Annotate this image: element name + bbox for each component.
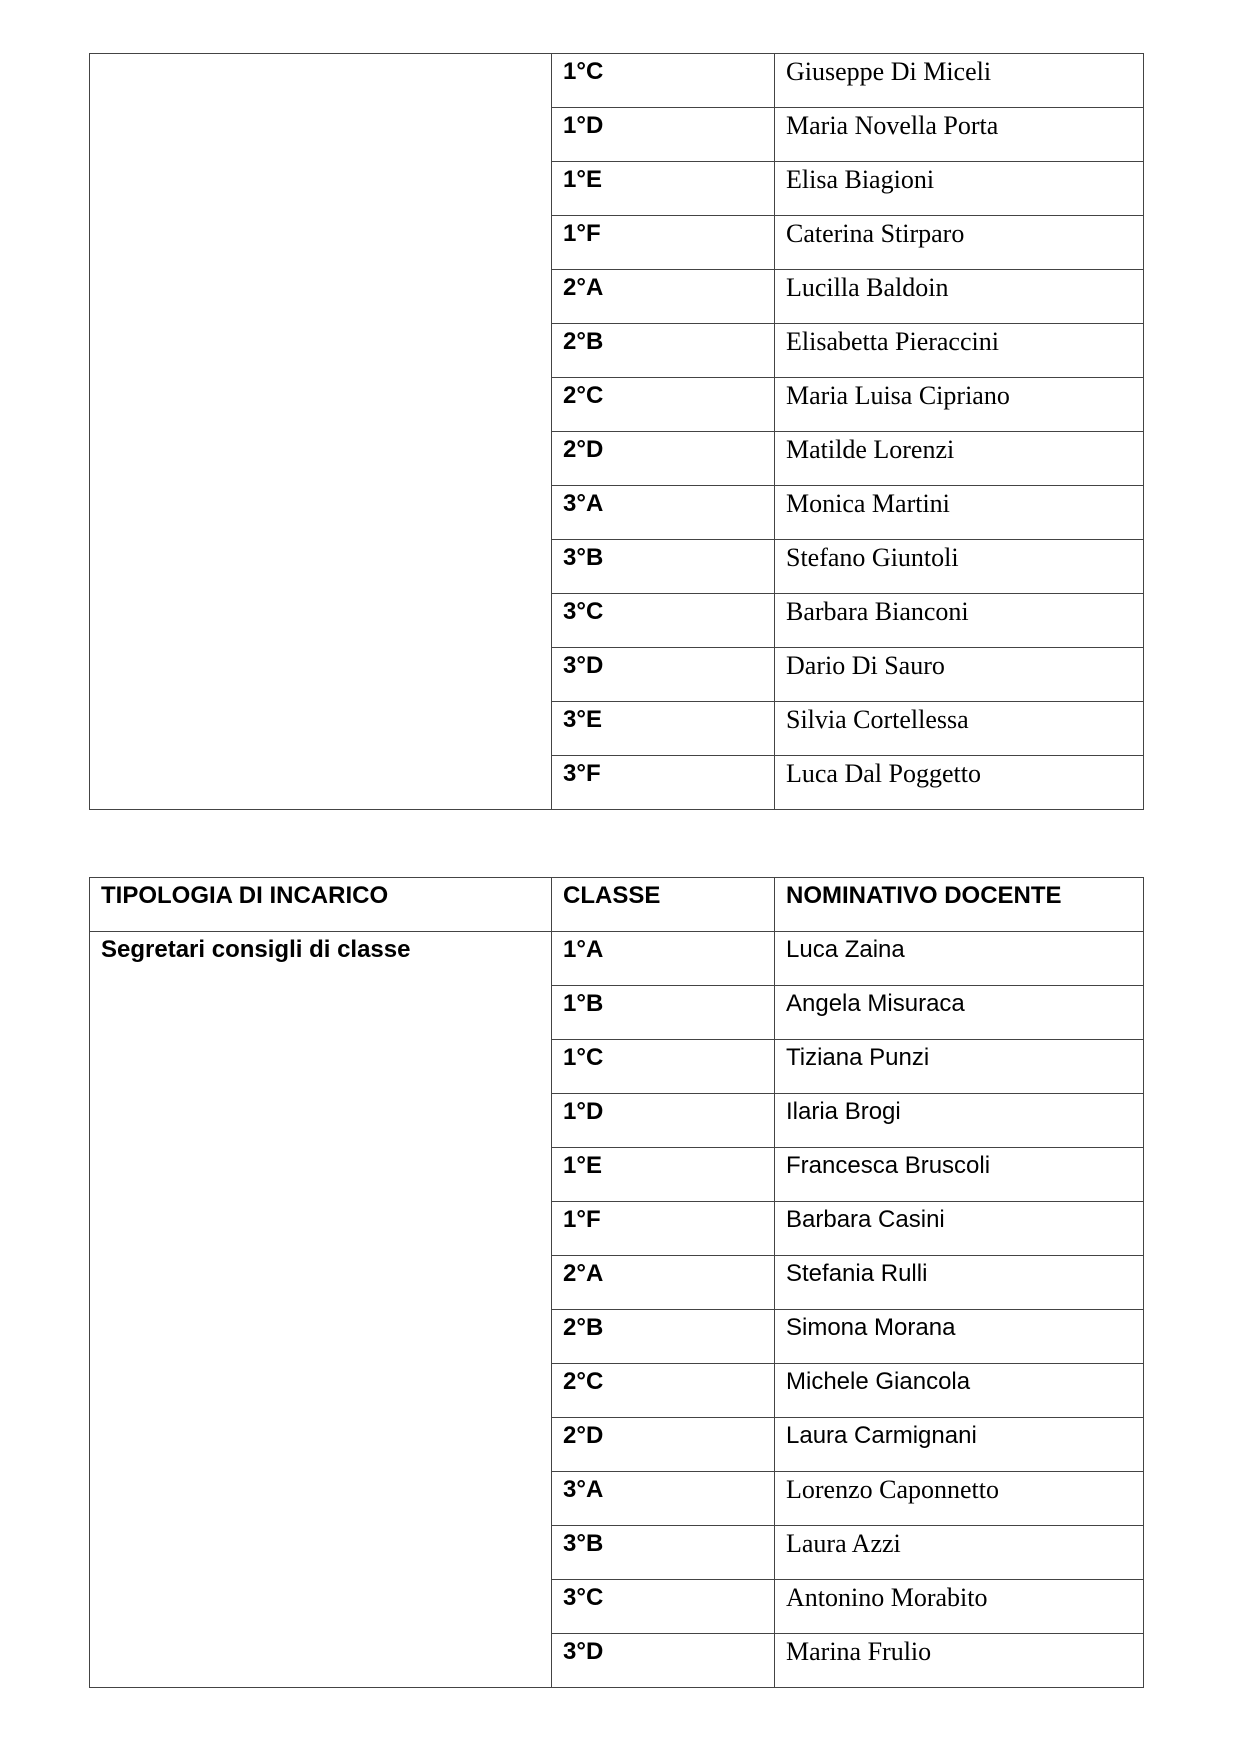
docente-name-cell xyxy=(775,702,1144,756)
classe-label: 2°B xyxy=(563,328,604,355)
docente-name-cell xyxy=(775,270,1144,324)
table-segretari xyxy=(89,877,1144,1688)
classe-label: 3°F xyxy=(563,760,601,787)
classe-label: 2°D xyxy=(563,1422,604,1449)
docente-name: Marina Frulio xyxy=(786,1637,932,1666)
classe-label: 3°C xyxy=(563,598,604,625)
classe-label: 1°F xyxy=(563,220,601,247)
docente-name-cell xyxy=(775,540,1144,594)
classe-label-cell xyxy=(552,1256,775,1310)
classe-label: 1°A xyxy=(563,936,604,963)
docente-name: Stefano Giuntoli xyxy=(786,543,959,572)
classe-label-cell xyxy=(552,648,775,702)
classe-label-cell xyxy=(552,162,775,216)
docente-name: Giuseppe Di Miceli xyxy=(786,57,992,86)
docente-name-cell xyxy=(775,1040,1144,1094)
classe-label: 3°D xyxy=(563,1638,604,1665)
classe-label-cell xyxy=(552,1526,775,1580)
docente-name-cell xyxy=(775,54,1144,108)
docente-name-cell xyxy=(775,162,1144,216)
classe-label: 1°F xyxy=(563,1206,601,1233)
classe-label-cell xyxy=(552,932,775,986)
table-row xyxy=(90,932,1144,986)
classe-label-cell xyxy=(552,324,775,378)
classe-label-cell xyxy=(552,108,775,162)
classe-label-cell xyxy=(552,540,775,594)
docente-name: Silvia Cortellessa xyxy=(786,705,969,734)
classe-label: 2°C xyxy=(563,382,604,409)
docente-name: Monica Martini xyxy=(786,489,950,518)
docente-name: Barbara Bianconi xyxy=(786,597,969,626)
classe-label: 3°A xyxy=(563,490,604,517)
classe-label-cell xyxy=(552,1310,775,1364)
docente-name: Laura Azzi xyxy=(786,1529,901,1558)
classe-label: 1°D xyxy=(563,112,604,139)
tipologia-cell xyxy=(90,932,552,1688)
docente-name: Matilde Lorenzi xyxy=(786,435,955,464)
docente-name: Caterina Stirparo xyxy=(786,219,965,248)
header-tipologia: TIPOLOGIA DI INCARICO xyxy=(101,882,389,909)
classe-label-cell xyxy=(552,1634,775,1688)
docente-name: Francesca Bruscoli xyxy=(786,1152,991,1179)
docente-name-cell xyxy=(775,1634,1144,1688)
classe-label: 1°C xyxy=(563,1044,604,1071)
docente-name-cell xyxy=(775,648,1144,702)
docente-name: Maria Novella Porta xyxy=(786,111,999,140)
docente-name: Tiziana Punzi xyxy=(786,1044,930,1071)
docente-name: Angela Misuraca xyxy=(786,990,965,1017)
header-cell-docente xyxy=(775,878,1144,932)
table-segretari-body xyxy=(90,878,1144,1688)
table-row xyxy=(90,54,1144,108)
classe-label-cell xyxy=(552,1094,775,1148)
classe-label: 1°E xyxy=(563,166,602,193)
header-cell-tipologia xyxy=(90,878,552,932)
classe-label-cell xyxy=(552,986,775,1040)
classe-label-cell xyxy=(552,1040,775,1094)
docente-name-cell xyxy=(775,1256,1144,1310)
docente-name-cell xyxy=(775,378,1144,432)
docente-name-cell xyxy=(775,216,1144,270)
classe-label: 3°B xyxy=(563,1530,604,1557)
classe-label-cell xyxy=(552,270,775,324)
docente-name: Simona Morana xyxy=(786,1314,956,1341)
docente-name-cell xyxy=(775,756,1144,810)
classe-label-cell xyxy=(552,378,775,432)
docente-name-cell xyxy=(775,1472,1144,1526)
classe-label: 1°D xyxy=(563,1098,604,1125)
classe-label-cell xyxy=(552,432,775,486)
classe-label-cell xyxy=(552,1148,775,1202)
classe-label: 1°E xyxy=(563,1152,602,1179)
docente-name-cell xyxy=(775,594,1144,648)
tipologia-value: Segretari consigli di classe xyxy=(101,936,411,963)
classe-label-cell xyxy=(552,54,775,108)
classe-label: 3°B xyxy=(563,544,604,571)
table-continuation xyxy=(89,53,1144,810)
docente-name-cell xyxy=(775,1148,1144,1202)
classe-label-cell xyxy=(552,756,775,810)
table-header-row xyxy=(90,878,1144,932)
classe-label-cell xyxy=(552,1418,775,1472)
classe-label-cell xyxy=(552,1472,775,1526)
docente-name: Laura Carmignani xyxy=(786,1422,977,1449)
docente-name: Michele Giancola xyxy=(786,1368,971,1395)
tipologia-cell-empty xyxy=(90,54,552,810)
classe-label-cell xyxy=(552,1202,775,1256)
docente-name: Lucilla Baldoin xyxy=(786,273,949,302)
docente-name: Antonino Morabito xyxy=(786,1583,988,1612)
docente-name-cell xyxy=(775,1580,1144,1634)
docente-name-cell xyxy=(775,486,1144,540)
docente-name-cell xyxy=(775,1364,1144,1418)
docente-name-cell xyxy=(775,324,1144,378)
classe-label: 2°A xyxy=(563,274,604,301)
classe-label: 2°B xyxy=(563,1314,604,1341)
classe-label-cell xyxy=(552,594,775,648)
docente-name: Luca Dal Poggetto xyxy=(786,759,981,788)
docente-name-cell xyxy=(775,932,1144,986)
classe-label: 3°E xyxy=(563,706,602,733)
classe-label-cell xyxy=(552,216,775,270)
classe-label: 3°D xyxy=(563,652,604,679)
docente-name: Maria Luisa Cipriano xyxy=(786,381,1010,410)
classe-label-cell xyxy=(552,702,775,756)
docente-name: Lorenzo Caponnetto xyxy=(786,1475,999,1504)
docente-name: Stefania Rulli xyxy=(786,1260,928,1287)
classe-label: 2°D xyxy=(563,436,604,463)
classe-label: 1°B xyxy=(563,990,604,1017)
classe-label: 3°A xyxy=(563,1476,604,1503)
docente-name: Ilaria Brogi xyxy=(786,1098,901,1125)
classe-label-cell xyxy=(552,1580,775,1634)
docente-name: Elisa Biagioni xyxy=(786,165,935,194)
classe-label-cell xyxy=(552,1364,775,1418)
classe-label: 2°C xyxy=(563,1368,604,1395)
classe-label: 3°C xyxy=(563,1584,604,1611)
docente-name-cell xyxy=(775,432,1144,486)
header-classe: CLASSE xyxy=(563,882,661,909)
docente-name-cell xyxy=(775,1526,1144,1580)
header-docente: NOMINATIVO DOCENTE xyxy=(786,882,1062,909)
docente-name-cell xyxy=(775,1094,1144,1148)
header-cell-classe xyxy=(552,878,775,932)
docente-name-cell xyxy=(775,1202,1144,1256)
docente-name-cell xyxy=(775,1418,1144,1472)
docente-name: Elisabetta Pieraccini xyxy=(786,327,999,356)
classe-label: 2°A xyxy=(563,1260,604,1287)
table-continuation-body xyxy=(90,54,1144,810)
docente-name: Barbara Casini xyxy=(786,1206,945,1233)
docente-name: Dario Di Sauro xyxy=(786,651,945,680)
classe-label-cell xyxy=(552,486,775,540)
docente-name: Luca Zaina xyxy=(786,936,905,963)
docente-name-cell xyxy=(775,986,1144,1040)
classe-label: 1°C xyxy=(563,58,604,85)
docente-name-cell xyxy=(775,108,1144,162)
docente-name-cell xyxy=(775,1310,1144,1364)
